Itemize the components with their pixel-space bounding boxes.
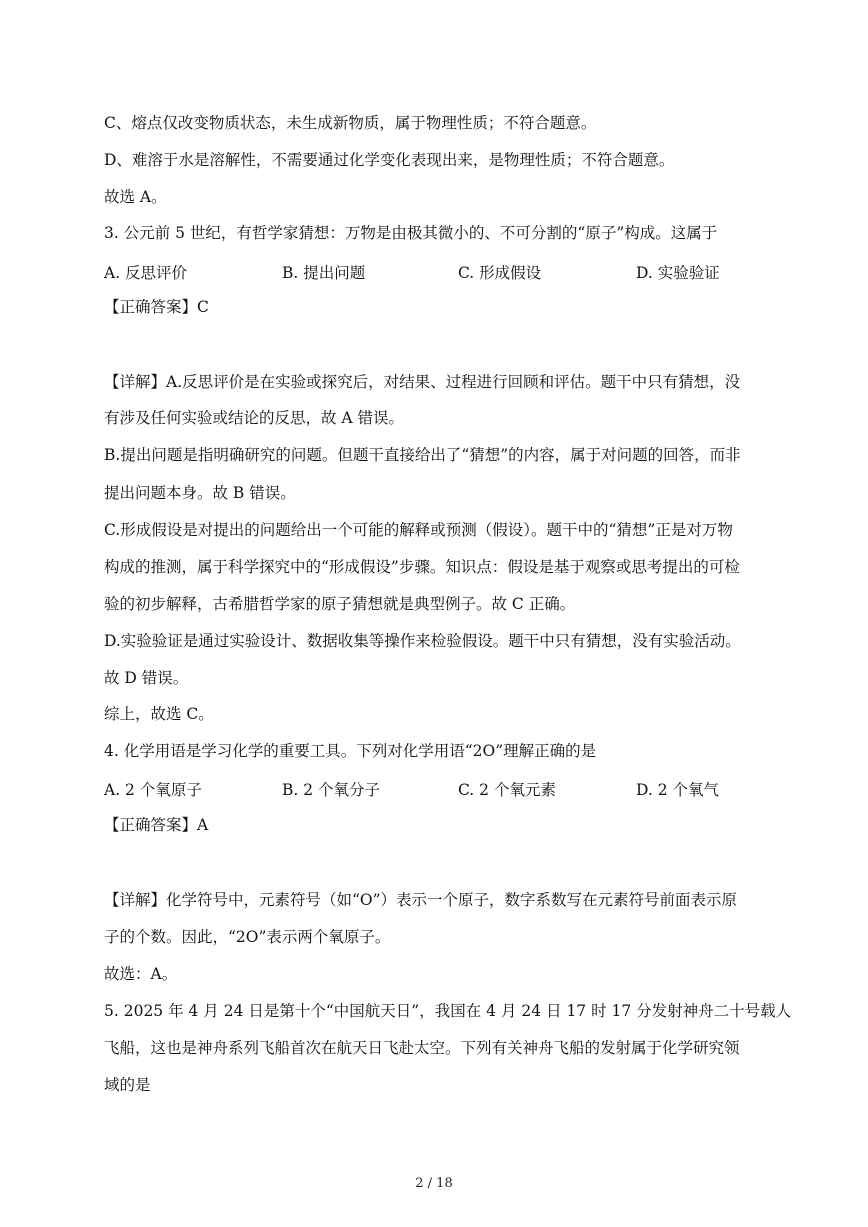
question-3-text: 3. 公元前 5 世纪，有哲学家猜想：万物是由极其微小的、不可分割的“原子”构成。这属于 — [104, 224, 718, 242]
option-b: B. 提出问题 — [282, 264, 366, 282]
question-4-detail-line: 故选：A。 — [104, 965, 178, 983]
option-d: D. 2 个氧气 — [636, 781, 720, 799]
question-5-text: 域的是 — [104, 1076, 151, 1094]
question-5-text: 5. 2025 年 4 月 24 日是第十个“中国航天日”，我国在 4 月 24 日 17 时 17 分发射神舟二十号载人 — [104, 1002, 792, 1020]
question-3-answer: 【正确答案】C — [104, 298, 209, 316]
question-4-detail-line: 【详解】化学符号中，元素符号（如“O”）表示一个原子，数字系数写在元素符号前面表示原 — [104, 891, 738, 909]
question-4-detail-line: 子的个数。因此，“2O”表示两个氧原子。 — [104, 928, 391, 946]
option-a: A. 2 个氧原子 — [104, 781, 202, 799]
question-3-detail-line: D.实验验证是通过实验设计、数据收集等操作来检验假设。题干中只有猜想，没有实验活动。 — [104, 632, 741, 650]
question-4-answer: 【正确答案】A — [104, 816, 209, 834]
question-3-detail-line: B.提出问题是指明确研究的问题。但题干直接给出了“猜想”的内容，属于对问题的回答，而非 — [104, 446, 741, 464]
question-5-text: 飞船，这也是神舟系列飞船首次在航天日飞赴太空。下列有关神舟飞船的发射属于化学研究领 — [104, 1039, 740, 1057]
option-b: B. 2 个氧分子 — [282, 781, 381, 799]
option-c: C. 形成假设 — [458, 264, 542, 282]
question-3-detail-line: 验的初步解释，古希腊哲学家的原子猜想就是典型例子。故 C 正确。 — [104, 595, 576, 613]
question-3-detail-line: 【详解】A.反思评价是在实验或探究后，对结果、过程进行回顾和评估。题干中只有猜想，没 — [104, 373, 741, 391]
page-number: 2 / 18 — [415, 1176, 453, 1191]
question-3-detail-line: 提出问题本身。故 B 错误。 — [104, 484, 296, 502]
question-4-options — [104, 778, 804, 798]
question-3-detail-line: 有涉及任何实验或结论的反思，故 A 错误。 — [104, 409, 405, 427]
question-3-options — [104, 261, 804, 281]
question-3-detail-line: 故 D 错误。 — [104, 669, 189, 687]
explanation-line-d: D、难溶于水是溶解性，不需要通过化学变化表现出来，是物理性质；不符合题意。 — [104, 151, 675, 169]
explanation-line-c: C、熔点仅改变物质状态，未生成新物质，属于物理性质；不符合题意。 — [104, 114, 597, 132]
question-3-detail-line: 构成的推测，属于科学探究中的“形成假设”步骤。知识点：假设是基于观察或思考提出的可检 — [104, 558, 740, 576]
question-4-text: 4. 化学用语是学习化学的重要工具。下列对化学用语“2O”理解正确的是 — [104, 742, 597, 760]
option-a: A. 反思评价 — [104, 264, 188, 282]
question-3-detail-line: C.形成假设是对提出的问题给出一个可能的解释或预测（假设）。题干中的“猜想”正是对万物 — [104, 521, 733, 539]
option-c: C. 2 个氧元素 — [458, 781, 556, 799]
option-d: D. 实验验证 — [636, 264, 720, 282]
conclusion-line: 故选 A。 — [104, 188, 167, 206]
question-3-detail-line: 综上，故选 C。 — [104, 705, 214, 723]
